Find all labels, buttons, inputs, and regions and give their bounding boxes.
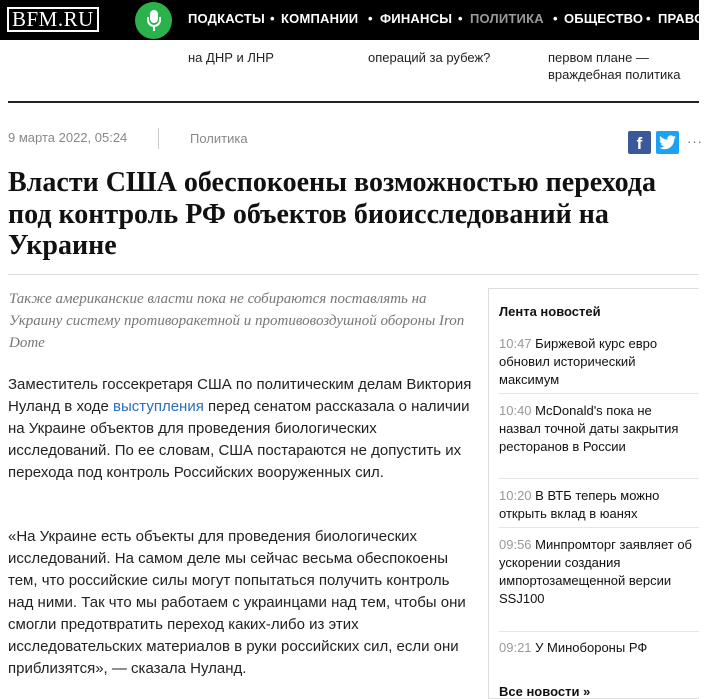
nav-companies[interactable]: КОМПАНИИ	[281, 11, 359, 26]
site-logo[interactable]: BFM.RU	[7, 7, 99, 32]
article-date: 9 марта 2022, 05:24	[8, 130, 128, 145]
news-feed-item[interactable]	[499, 487, 694, 523]
news-feed-item[interactable]	[499, 402, 694, 456]
related-link-3[interactable]	[548, 49, 681, 83]
related-link-2[interactable]	[368, 49, 490, 66]
divider	[499, 631, 699, 632]
nav-separator: •	[368, 11, 373, 26]
news-headline: В ВТБ теперь можно открыть вклад в юанях	[499, 488, 660, 521]
related-link-text: первом плане —	[548, 50, 649, 65]
nav-separator: •	[270, 11, 275, 26]
related-link-text: операций за рубеж?	[368, 50, 491, 65]
divider	[499, 393, 699, 394]
microphone-icon[interactable]	[135, 2, 172, 39]
divider	[8, 274, 699, 275]
twitter-icon[interactable]	[656, 131, 679, 154]
related-link-text: враждебная политика	[548, 67, 681, 82]
news-feed-item[interactable]	[499, 639, 694, 657]
article-section-link[interactable]: Политика	[190, 131, 248, 146]
news-feed-panel	[488, 288, 699, 699]
article-title: Власти США обеспокоены возможностью перехода под контроль РФ объектов биоисследований на Украине	[8, 167, 656, 261]
paragraph-text: Заместитель госсекретаря США по политическим делам Виктория Нуланд в ходе	[8, 376, 472, 415]
speech-link[interactable]: выступления	[113, 398, 204, 415]
related-link-text: на ДНР и ЛНР	[188, 50, 274, 65]
nav-politics[interactable]: ПОЛИТИКА	[470, 11, 544, 26]
nav-finance[interactable]: ФИНАНСЫ	[380, 11, 453, 26]
news-feed-item[interactable]	[499, 536, 694, 608]
divider	[8, 101, 699, 103]
news-headline: У Минобороны РФ	[535, 640, 648, 655]
article-paragraph	[8, 374, 478, 484]
nav-podcasts[interactable]: ПОДКАСТЫ	[188, 11, 265, 26]
news-time: 10:40	[499, 403, 532, 418]
nav-society[interactable]: ОБЩЕСТВО	[564, 11, 644, 26]
facebook-icon[interactable]: f	[628, 131, 651, 154]
microphone-holder	[147, 17, 161, 27]
related-link-1[interactable]	[188, 49, 274, 66]
news-time: 09:21	[499, 640, 532, 655]
news-feed-title[interactable]: Лента новостей	[499, 304, 601, 319]
microphone-stem	[153, 27, 155, 31]
news-headline: McDonald's пока не назвал точной даты закрытия ресторанов в России	[499, 403, 679, 454]
more-icon[interactable]: ···	[687, 134, 703, 149]
article-lead: Также американские власти пока не собираются поставлять на Украину систему противоракетной и противовоздушной обороны Iron Dome	[9, 291, 465, 351]
divider	[499, 527, 699, 528]
nav-separator: •	[458, 11, 463, 26]
nav-law[interactable]: ПРАВО	[658, 11, 704, 26]
divider	[499, 478, 699, 479]
nav-separator: •	[646, 11, 651, 26]
news-feed-item[interactable]	[499, 335, 694, 389]
top-nav-bar	[0, 0, 704, 40]
divider	[158, 128, 159, 149]
twitter-bird-glyph	[659, 135, 676, 150]
news-headline: Минпромторг заявляет об ускорении создания импортозамещенной версии SSJ100	[499, 537, 693, 606]
paragraph-text: перед сенатом рассказала о наличии на Украине объектов для проведения биологических исследований. По ее словам, США постараются не допустить их перехода под контроль Российских вооруженных сил.	[8, 398, 470, 481]
nav-separator: •	[553, 11, 558, 26]
news-headline: Биржевой курс евро обновил исторический максимум	[499, 336, 658, 387]
news-time: 10:47	[499, 336, 532, 351]
all-news-link[interactable]: Все новости »	[499, 684, 591, 699]
article-quote-paragraph: «На Украине есть объекты для проведения биологических исследований. На самом деле мы сейчас весьма обеспокоены тем, что российские силы могут попытаться получить контроль над ними. Так что мы работаем с украинцами над тем, чтобы они смогли предотвратить переход каких-либо из этих исследовательских материалов в руки российских сил, если они приблизятся», — сказала Нуланд.	[8, 528, 466, 677]
news-time: 09:56	[499, 537, 532, 552]
news-time: 10:20	[499, 488, 532, 503]
